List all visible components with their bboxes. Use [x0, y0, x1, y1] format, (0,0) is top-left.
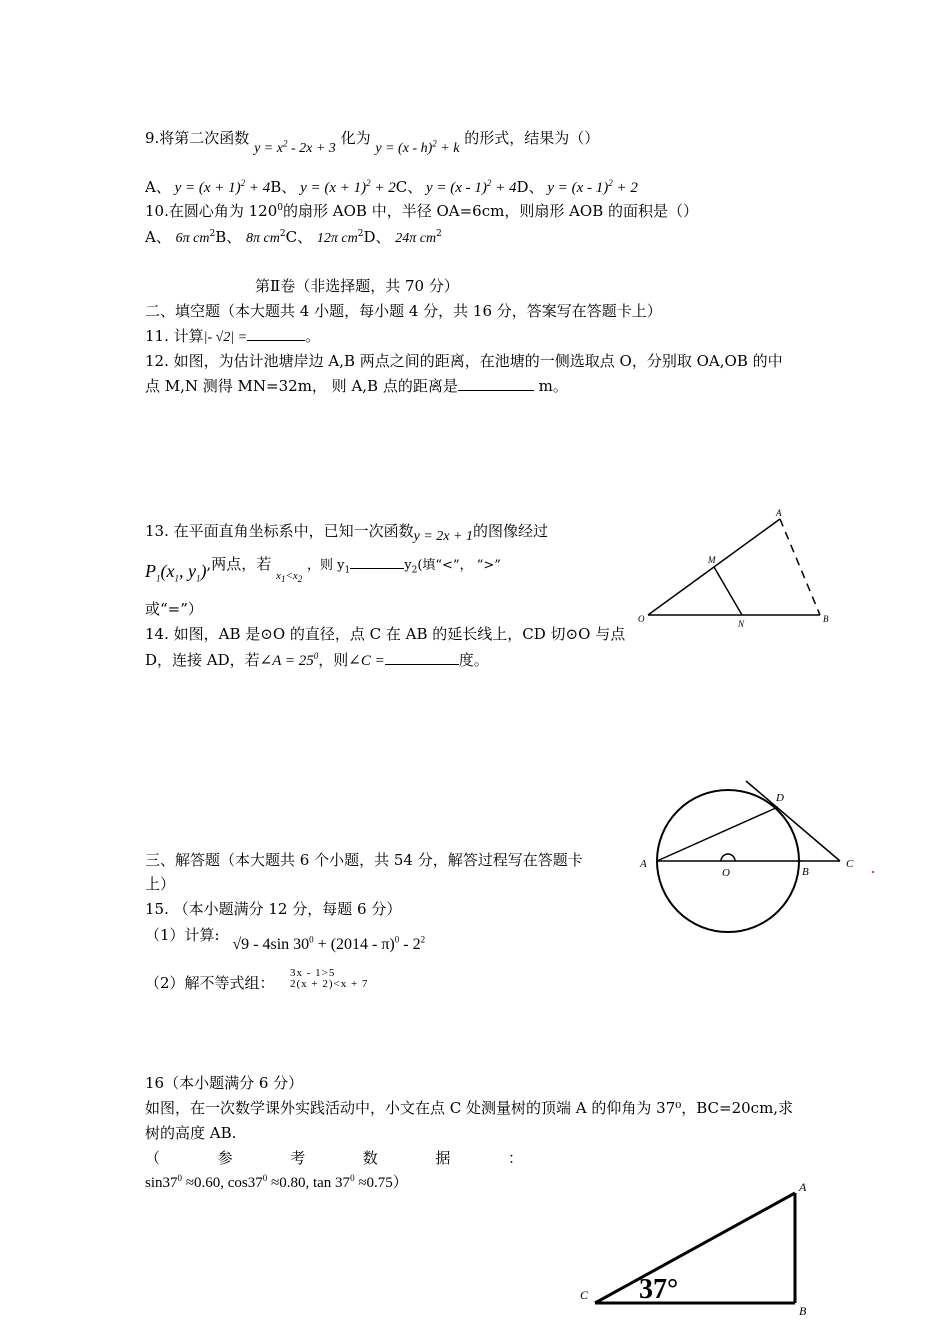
- q9-mid: 化为: [340, 129, 371, 147]
- figure-circle-tangent: [630, 775, 890, 935]
- point-b: [798, 860, 801, 863]
- q15-inequality-system: [290, 968, 368, 990]
- q14-answer-blank[interactable]: [385, 650, 459, 665]
- section2-title: 二、填空题（本大题共 4 小题，每小题 4 分，共 16 分，答案写在答题卡上）: [145, 302, 662, 320]
- q9-stem: [145, 128, 600, 156]
- q16-reference-header: （ 参 考 数 据 ：: [145, 1149, 523, 1167]
- label-c: C: [846, 858, 854, 870]
- q15-expression: √9 - 4sin $30^0 + (2014 - \pi)^0 - 2^2$: [232, 934, 426, 953]
- q10-option-c[interactable]: C、 12π $cm^2$: [285, 228, 364, 246]
- center-mark: [721, 854, 735, 861]
- section3-title-line2: 上）: [145, 875, 176, 893]
- label-b: B: [802, 866, 809, 878]
- q9-option-d[interactable]: D、 y = (x - 1)$^2$ + 2: [516, 178, 638, 196]
- q15-title: 15. （本小题满分 12 分，每题 6 分）: [145, 900, 402, 918]
- q9-options: [145, 177, 638, 198]
- q9-prefix: 9.将第二次函数: [145, 129, 250, 147]
- q13-point-p1: $P_1(x_1$, $y_1$): [145, 561, 207, 584]
- figure-triangle-oab: [630, 505, 840, 635]
- q13-line3: 或“=”）: [145, 600, 203, 618]
- q12-answer-blank[interactable]: [458, 376, 534, 391]
- label-n: N: [738, 619, 745, 629]
- q10-stem: 10.在圆心角为 $120^0$的扇形 AOB 中，半径 OA=6cm，则扇形 AOB 的面积是（）: [145, 202, 699, 220]
- red-dot: [872, 871, 874, 873]
- label-d: D: [776, 792, 784, 804]
- q13-condition: x1<x2: [276, 570, 303, 585]
- q13-answer-blank[interactable]: [350, 554, 404, 569]
- label-a: A: [640, 858, 647, 870]
- inequality-2: 2(x + 2)<x + 7: [290, 978, 369, 990]
- q10-option-b[interactable]: B、 8π $cm^2$: [215, 228, 286, 246]
- q16-reference-values: $\sin 37^0 \approx 0.60$, $\cos 37^0 \approx 0.80$, $\tan 37^0 \approx 0.75$）: [145, 1173, 408, 1191]
- segment-ca: [595, 1193, 795, 1303]
- q16-title: 16（本小题满分 6 分）: [145, 1074, 304, 1092]
- part2-title: 第Ⅱ卷（非选择题，共 70 分）: [255, 277, 459, 295]
- q14-line1: 14. 如图，AB 是⊙O 的直径，点 C 在 AB 的延长线上，CD 切⊙O 与点: [145, 625, 626, 643]
- inequality-1: 3x - 1>5: [290, 967, 336, 979]
- q10-option-d[interactable]: D、 24π $cm^2$: [363, 228, 442, 246]
- line-ad: [657, 807, 778, 861]
- label-a: A: [776, 508, 782, 518]
- label-b: B: [823, 614, 829, 624]
- label-a: A: [799, 1180, 807, 1194]
- q9-option-c[interactable]: C、 y = (x - 1)$^2$ + 4: [395, 178, 517, 196]
- label-b: B: [799, 1304, 807, 1318]
- label-o: O: [638, 614, 645, 624]
- label-c: C: [580, 1288, 589, 1302]
- q10-options: [145, 227, 442, 249]
- tangent-cd: [746, 781, 840, 861]
- q11-expression: |- √2| =: [203, 330, 248, 345]
- q11-answer-blank[interactable]: [247, 326, 305, 341]
- q9-function: $y = x^2 - 2x + 3$: [254, 138, 336, 156]
- angle-label-37: 37°: [639, 1274, 679, 1305]
- q9-option-b[interactable]: B、 $y = (x + 1)^2 + 2$: [270, 178, 396, 196]
- q15-part1: （1）计算: √9 - 4sin $30^0 + (2014 - \pi)^0 - 2^2$: [145, 926, 426, 953]
- q15-part2: （2）解不等式组：: [145, 974, 275, 992]
- q13-line2: $P_1(x_1$, $y_1$),两点，若 $_{x_1<x_2}$ ，则 $y_1$ $y_2$(填“<”， “>”: [145, 555, 501, 585]
- q13-function: y = 2x + 1: [413, 529, 473, 544]
- q12-line1: 12. 如图，为估计池塘岸边 A,B 两点之间的距离，在池塘的一侧选取点 O，分别取 OA,OB 的中: [145, 352, 783, 370]
- segment-ab-dashed: [780, 519, 820, 615]
- q9-option-a[interactable]: A、 $y = (x + 1)^2 + 4$: [145, 178, 271, 196]
- segment-mn: [714, 567, 742, 615]
- label-m: M: [708, 555, 716, 565]
- q14-angle-c: ∠C =: [348, 653, 385, 669]
- q16-line1: 如图，在一次数学课外实践活动中，小文在点 C 处测量树的顶端 A 的仰角为 37⁰，BC=20cm,求: [145, 1099, 794, 1117]
- q12-line2: 点 M,N 测得 MN=32m， 则 A,B 点的距离是 m。: [145, 377, 568, 395]
- q14-angle-a: ∠A = $25^0$: [259, 651, 319, 669]
- q14-line2: D，连接 AD，若∠A = $25^0$，则∠C = 度。: [145, 651, 489, 669]
- label-o: O: [722, 867, 730, 879]
- q13-line1: 13. 在平面直角坐标系中，已知一次函数y = 2x + 1的图像经过: [145, 522, 548, 544]
- q9-target-form: y = (x - h)$^2$ + k: [375, 138, 460, 156]
- q10-option-a[interactable]: A、 6π $cm^2$: [145, 228, 216, 246]
- q11: 11. 计算|- √2| = 。: [145, 327, 321, 345]
- section3-title-line1: 三、解答题（本大题共 6 个小题，共 54 分，解答过程写在答题卡: [145, 851, 583, 869]
- q16-line2: 树的高度 AB.: [145, 1124, 237, 1142]
- figure-right-triangle: [575, 1175, 825, 1335]
- q9-suffix: 的形式，结果为（）: [464, 129, 600, 147]
